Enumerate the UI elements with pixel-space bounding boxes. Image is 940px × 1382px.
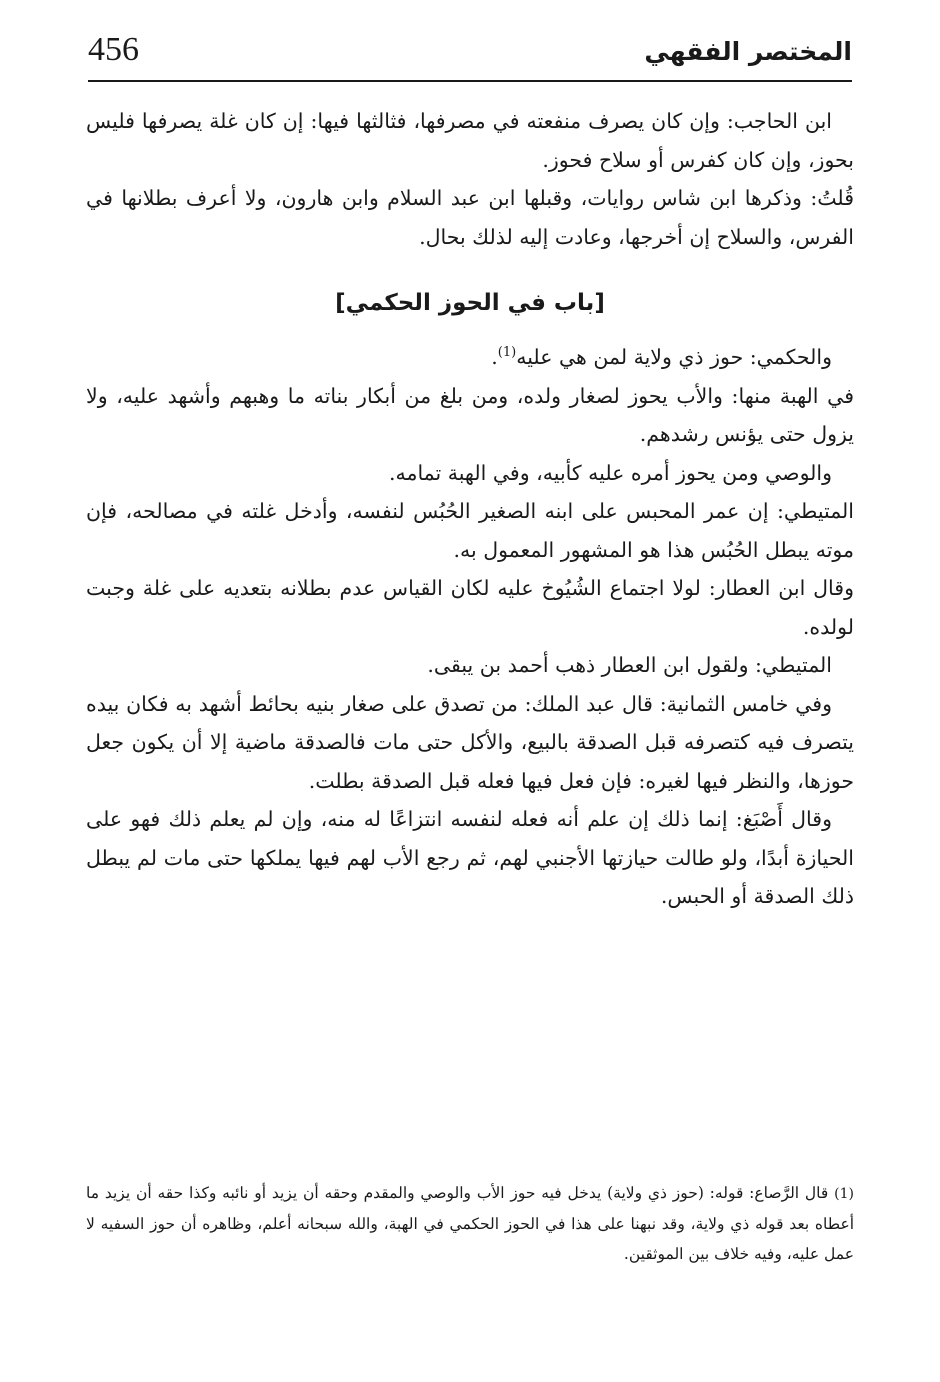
- paragraph-mutayti-2: المتيطي: ولقول ابن العطار ذهب أحمد بن يبقى.: [427, 653, 832, 677]
- definition-end: .: [491, 345, 498, 369]
- footnote-text: قال الرَّصاع: قوله: (حوز ذي ولاية) يدخل فيه حوز الأب والوصي والمقدم وحقه أن يزيد أو نائبه وكذا حقه أن يزيد ما أعطاه بعد قوله ذي ولاية، وقد نبهنا على هذا في الحوز الحكمي في الهبة، والله سبحانه أعلم، وظاهره أن حوز السفيه لا عمل عليه، وفيه خلاف بين الموثقين.: [86, 1184, 854, 1263]
- paragraph-definition: [86, 338, 854, 377]
- definition-text: والحكمي: حوز ذي ولاية لمن هي عليه: [516, 345, 832, 369]
- running-title: المختصر الفقهي: [644, 37, 852, 66]
- main-text: [86, 102, 854, 916]
- paragraph-asbagh: وقال أَصْبَغ: إنما ذلك إن علم أنه فعله لنفسه انتزاعًا له منه، وإن لم يعلم ذلك فهو على الحيازة أبدًا، ولو طالت حيازتها الأجنبي لهم، ثم رجع الأب لهم فيها يملكها حتى مات لم يبطل ذلك الصدقة أو الحبس.: [86, 807, 854, 908]
- paragraph-ibn-attar: وقال ابن العطار: لولا اجتماع الشُيُوخ عليه لكان القياس عدم بطلانه بتعديه على غلة وجبت لولده.: [86, 576, 854, 639]
- paragraph-wasi: والوصي ومن يحوز أمره عليه كأبيه، وفي الهبة تمامه.: [388, 460, 832, 485]
- paragraph-mutayti-1: المتيطي: إن عمر المحبس على ابنه الصغير الحُبُس لنفسه، وأدخل غلته في مصالحه، فإن موته يبطل الحُبُس هذا هو المشهور المعمول به.: [86, 499, 854, 562]
- paragraph-thamaniya: وفي خامس الثمانية: قال عبد الملك: من تصدق على صغار بنيه بحائط أشهد به فكان بيده يتصرف فيه كتصرفه قبل الصدقة بالبيع، والأكل حتى مات فالصدقة ماضية إلا أن يكون جعل حوزها، والنظر فيها لغيره: فإن فعل فيها فعله قبل الصدقة بطلت.: [86, 691, 854, 793]
- footnote-number: (1): [834, 1186, 855, 1202]
- paragraph-ibn-hajib: ابن الحاجب: وإن كان يصرف منفعته في مصرفها، فثالثها فيها: إن كان غلة يصرفها فليس بحوز، وإن كان كفرس أو سلاح فحوز.: [86, 109, 854, 172]
- section-heading: [باب في الحوز الحكمي]: [335, 290, 605, 316]
- page-header: [88, 28, 852, 84]
- footnote-1: [86, 1178, 854, 1269]
- footnote-reference: (1): [497, 345, 517, 361]
- header-rule: [88, 80, 852, 82]
- paragraph-hiba: في الهبة منها: والأب يحوز لصغار ولده، ومن بلغ من أبكار بناته ما وهبهم وأشهد عليه، ولا يزول حتى يؤنس رشدهم.: [86, 383, 854, 446]
- footnotes-section: [86, 1178, 854, 1269]
- page-number: 456: [88, 31, 139, 68]
- paragraph-qultu: قُلتُ: وذكرها ابن شاس روايات، وقبلها ابن عبد السلام وابن هارون، ولا أعرف بطلانها في الفرس، والسلاح إن أخرجها، وعادت إليه لذلك بحال.: [86, 186, 854, 249]
